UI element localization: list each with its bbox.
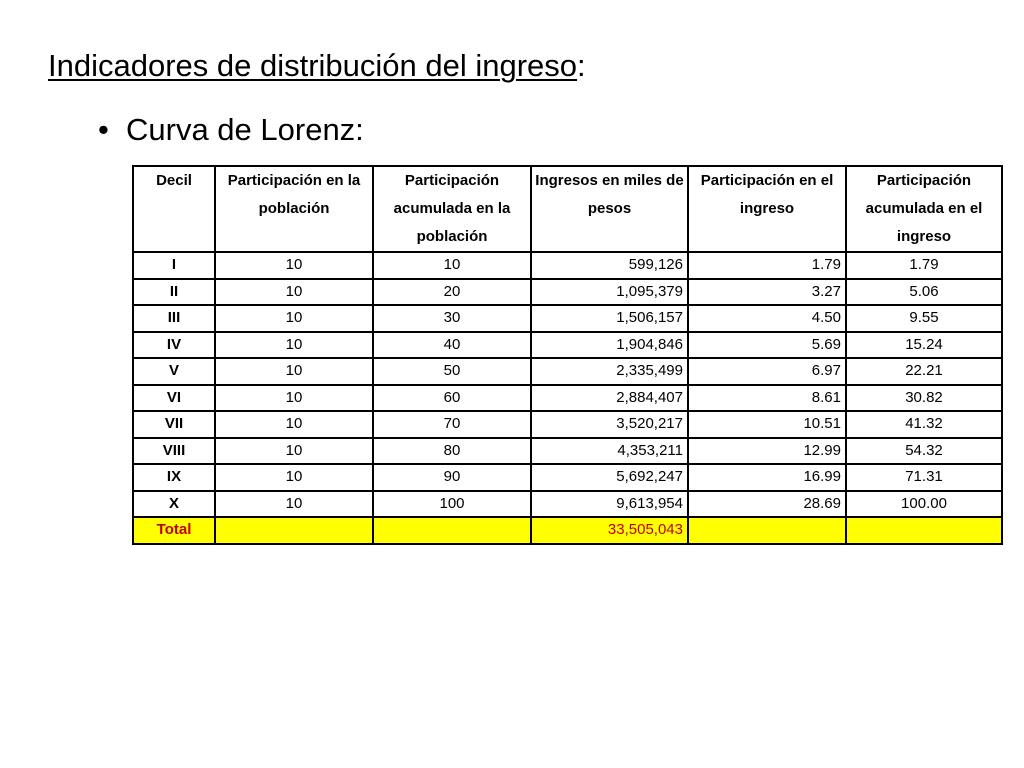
table-total-row [133, 517, 1002, 544]
cell-participacion-ingreso: 28.69 [688, 491, 846, 518]
slide-title-colon: : [577, 48, 586, 83]
cell-decil: V [133, 358, 215, 385]
cell-participacion-acumulada-ingreso: 30.82 [846, 385, 1002, 412]
cell-ingresos: 599,126 [531, 252, 688, 279]
cell-decil: IX [133, 464, 215, 491]
cell-participacion-ingreso: 1.79 [688, 252, 846, 279]
cell-participacion-acumulada-ingreso: 54.32 [846, 438, 1002, 465]
cell-participacion-acumulada-ingreso: 71.31 [846, 464, 1002, 491]
table-row [133, 358, 1002, 385]
cell-participacion-poblacion: 10 [215, 252, 373, 279]
bullet-text: Curva de Lorenz: [126, 112, 364, 147]
cell-participacion-ingreso: 5.69 [688, 332, 846, 359]
cell-participacion-ingreso: 3.27 [688, 279, 846, 306]
cell-participacion-poblacion: 10 [215, 332, 373, 359]
cell-participacion-poblacion: 10 [215, 305, 373, 332]
cell-participacion-poblacion: 10 [215, 279, 373, 306]
header-participacion-ingreso: Participación en el ingreso [688, 166, 846, 252]
cell-participacion-ingreso: 8.61 [688, 385, 846, 412]
cell-ingresos: 1,506,157 [531, 305, 688, 332]
total-empty-cell [846, 517, 1002, 544]
slide-title-text: Indicadores de distribución del ingreso [48, 48, 578, 83]
cell-ingresos: 2,884,407 [531, 385, 688, 412]
cell-decil: I [133, 252, 215, 279]
cell-participacion-acumulada-poblacion: 100 [373, 491, 531, 518]
cell-participacion-ingreso: 6.97 [688, 358, 846, 385]
cell-participacion-acumulada-poblacion: 10 [373, 252, 531, 279]
table-row [133, 385, 1002, 412]
cell-participacion-acumulada-poblacion: 80 [373, 438, 531, 465]
cell-participacion-acumulada-poblacion: 20 [373, 279, 531, 306]
total-empty-cell [215, 517, 373, 544]
cell-participacion-poblacion: 10 [215, 358, 373, 385]
cell-participacion-ingreso: 16.99 [688, 464, 846, 491]
cell-ingresos: 2,335,499 [531, 358, 688, 385]
cell-participacion-poblacion: 10 [215, 438, 373, 465]
cell-participacion-acumulada-poblacion: 30 [373, 305, 531, 332]
table-row [133, 491, 1002, 518]
lorenz-table [132, 165, 1003, 545]
bullet-icon: • [98, 112, 109, 147]
cell-decil: X [133, 491, 215, 518]
cell-participacion-acumulada-ingreso: 15.24 [846, 332, 1002, 359]
total-empty-cell [373, 517, 531, 544]
table-header-row [133, 166, 1002, 252]
cell-ingresos: 9,613,954 [531, 491, 688, 518]
cell-decil: III [133, 305, 215, 332]
header-participacion-poblacion: Participación en la población [215, 166, 373, 252]
cell-participacion-ingreso: 12.99 [688, 438, 846, 465]
cell-participacion-poblacion: 10 [215, 491, 373, 518]
cell-decil: II [133, 279, 215, 306]
total-empty-cell [688, 517, 846, 544]
cell-participacion-acumulada-ingreso: 9.55 [846, 305, 1002, 332]
cell-participacion-acumulada-poblacion: 40 [373, 332, 531, 359]
table-row [133, 464, 1002, 491]
cell-participacion-acumulada-ingreso: 22.21 [846, 358, 1002, 385]
cell-participacion-acumulada-ingreso: 41.32 [846, 411, 1002, 438]
cell-participacion-acumulada-poblacion: 60 [373, 385, 531, 412]
cell-decil: IV [133, 332, 215, 359]
cell-ingresos: 1,095,379 [531, 279, 688, 306]
cell-participacion-acumulada-ingreso: 100.00 [846, 491, 1002, 518]
table-row [133, 279, 1002, 306]
cell-participacion-poblacion: 10 [215, 411, 373, 438]
header-ingresos: Ingresos en miles de pesos [531, 166, 688, 252]
cell-participacion-acumulada-poblacion: 90 [373, 464, 531, 491]
table-row [133, 305, 1002, 332]
cell-participacion-acumulada-ingreso: 5.06 [846, 279, 1002, 306]
total-income: 33,505,043 [531, 517, 688, 544]
cell-participacion-acumulada-ingreso: 1.79 [846, 252, 1002, 279]
table-row [133, 332, 1002, 359]
cell-participacion-ingreso: 4.50 [688, 305, 846, 332]
cell-participacion-ingreso: 10.51 [688, 411, 846, 438]
cell-participacion-acumulada-poblacion: 70 [373, 411, 531, 438]
header-participacion-acumulada-ingreso: Participación acumulada en el ingreso [846, 166, 1002, 252]
table-row [133, 438, 1002, 465]
bullet-item [98, 110, 364, 150]
slide-title [48, 46, 586, 86]
cell-participacion-poblacion: 10 [215, 464, 373, 491]
cell-ingresos: 1,904,846 [531, 332, 688, 359]
cell-decil: VII [133, 411, 215, 438]
header-participacion-acumulada-poblacion: Participación acumulada en la población [373, 166, 531, 252]
cell-decil: VIII [133, 438, 215, 465]
cell-participacion-acumulada-poblacion: 50 [373, 358, 531, 385]
cell-ingresos: 5,692,247 [531, 464, 688, 491]
cell-participacion-poblacion: 10 [215, 385, 373, 412]
total-label: Total [133, 517, 215, 544]
cell-ingresos: 4,353,211 [531, 438, 688, 465]
table-row [133, 252, 1002, 279]
table-row [133, 411, 1002, 438]
cell-ingresos: 3,520,217 [531, 411, 688, 438]
cell-decil: VI [133, 385, 215, 412]
header-decil: Decil [133, 166, 215, 252]
